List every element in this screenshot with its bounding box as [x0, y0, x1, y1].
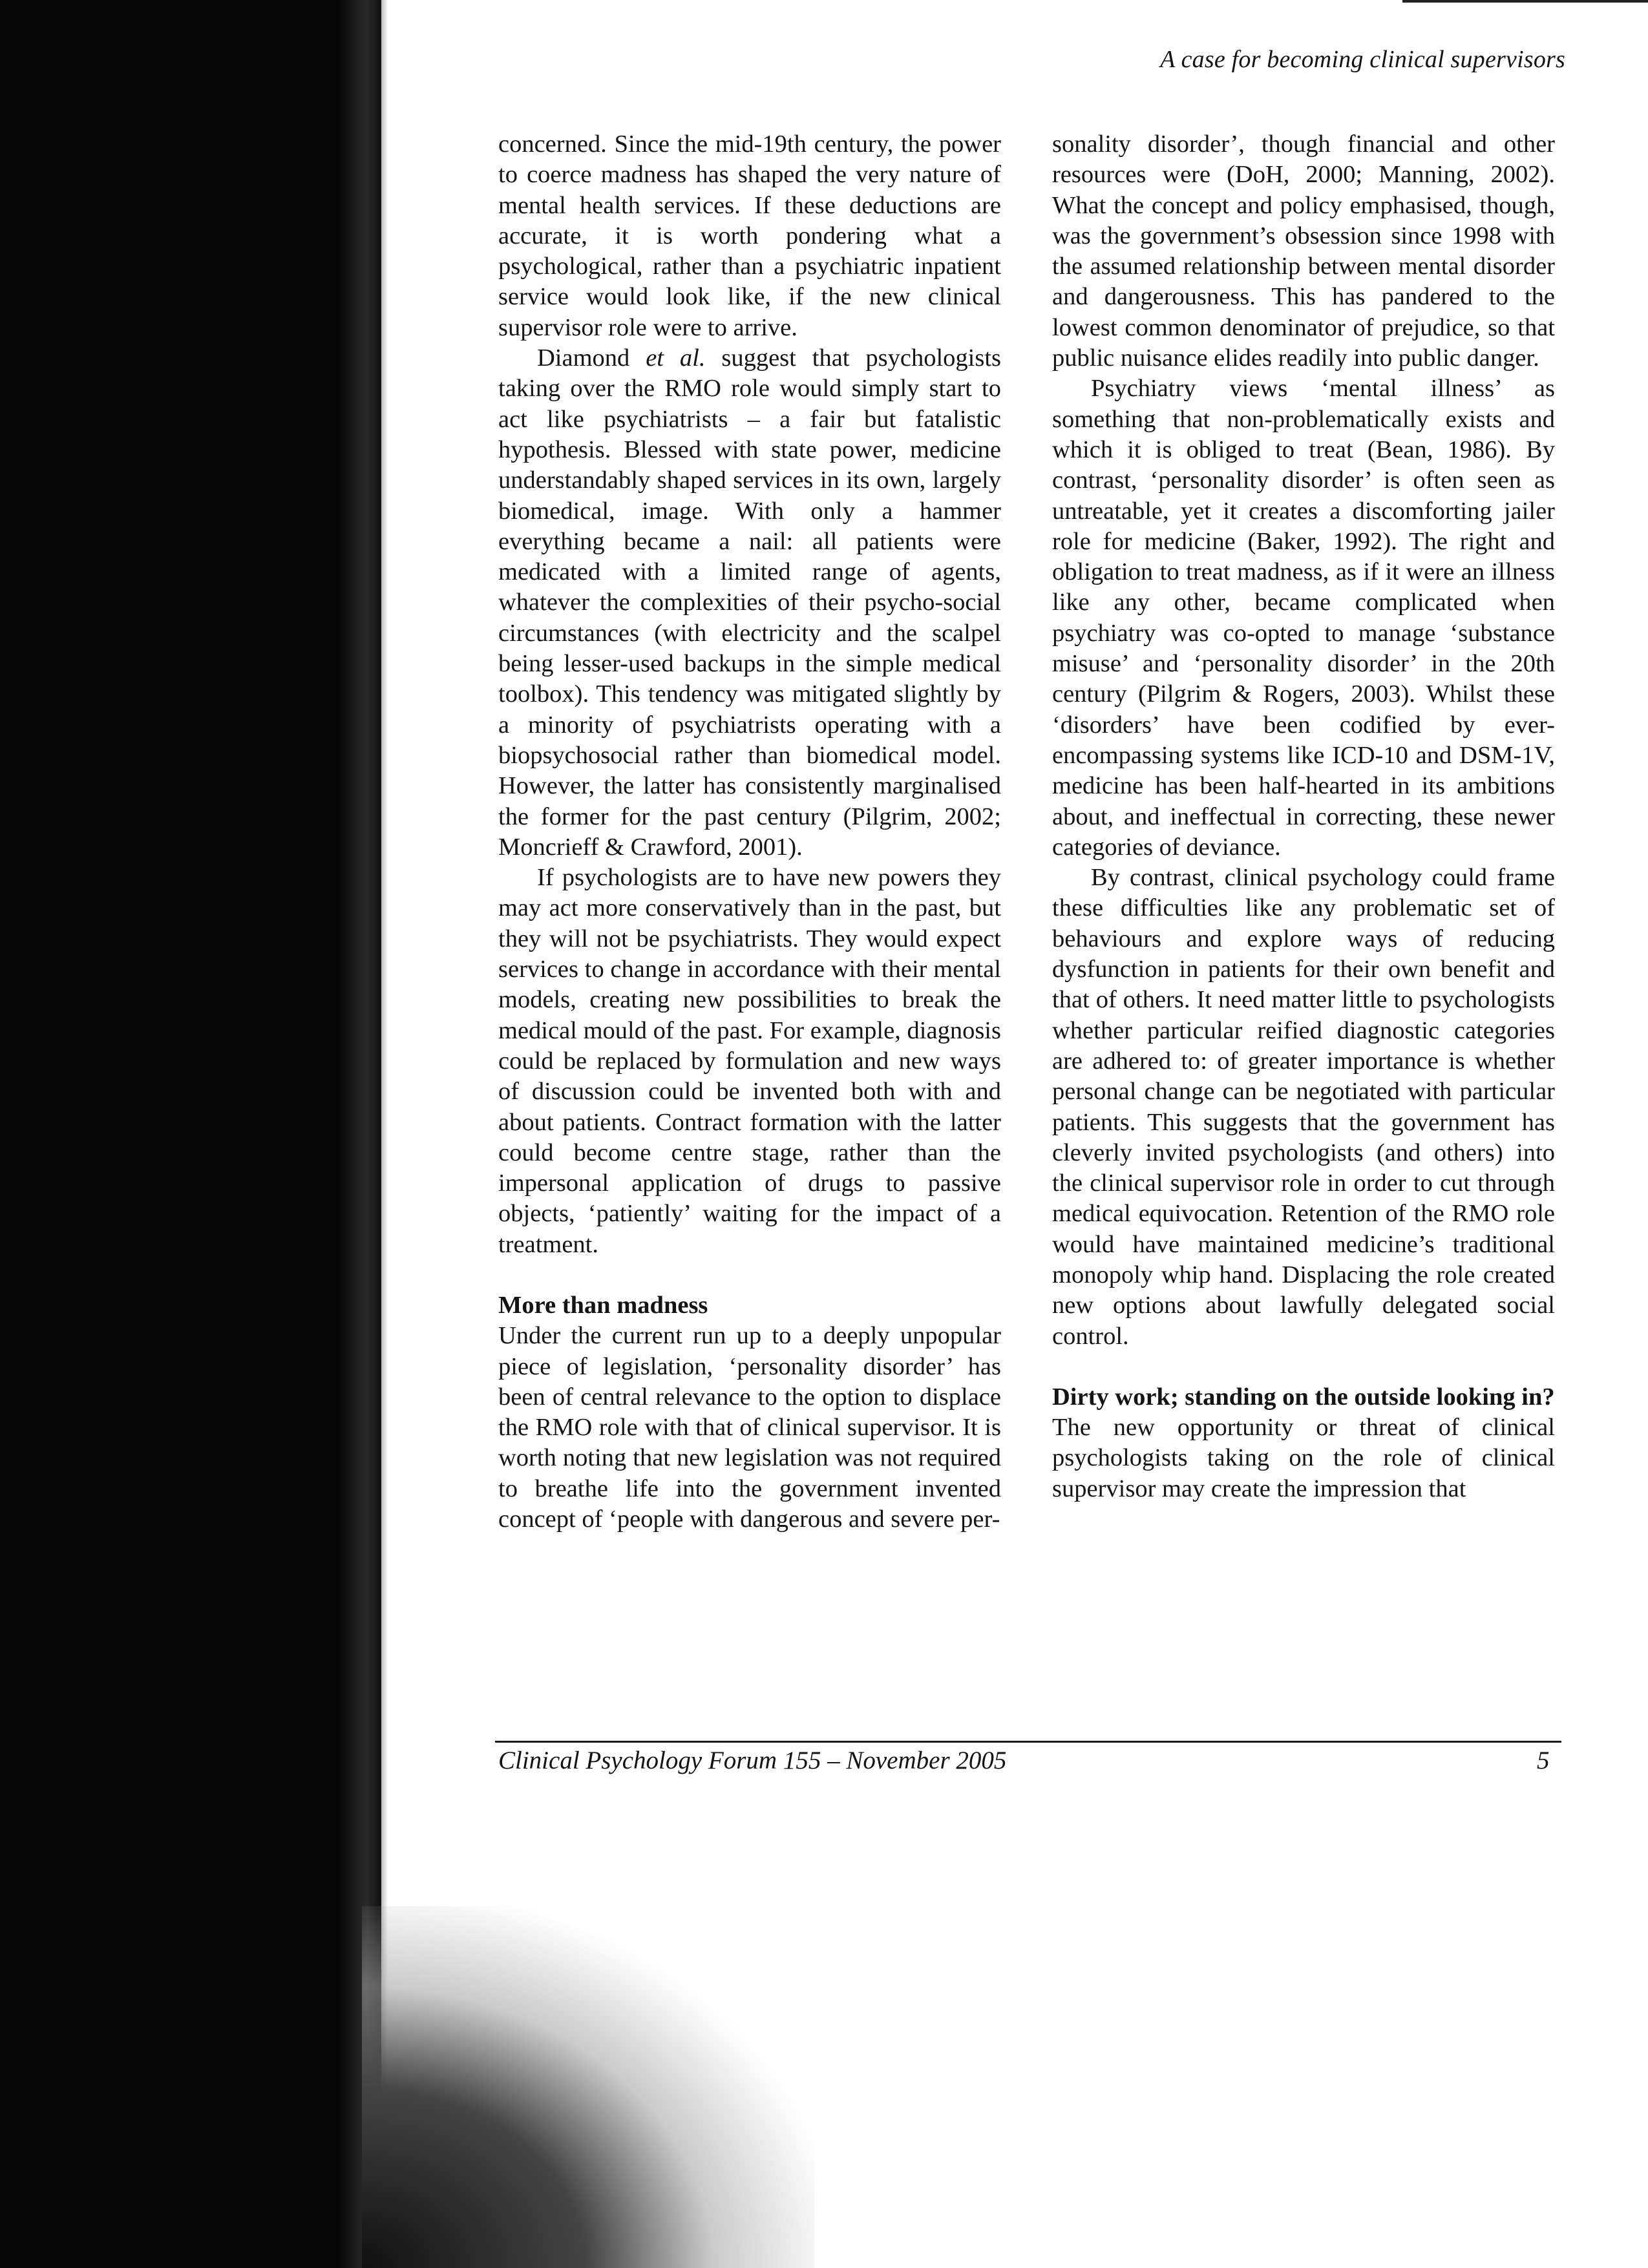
journal-footer: Clinical Psychology Forum 155 – November 2005: [498, 1747, 1007, 1774]
paragraph: The new opportunity or threat of clinical psychologists taking on the role of clinical supervisor may create the impression that: [1052, 1414, 1555, 1502]
page-number: 5: [1537, 1747, 1550, 1774]
paragraph: concerned. Since the mid-19th century, the power to coerce madness has shaped the very nature of mental health services. If these deductions are accurate, it is worth pondering what a psychological, rather than a psychiatric inpatient service would look like, if the new clinical supervisor role were to arrive.: [498, 131, 1001, 341]
scan-top-edge: [1402, 0, 1648, 3]
right-column: [1052, 129, 1555, 1504]
author-name: Diamond: [537, 344, 630, 372]
footer-rule: [495, 1741, 1561, 1743]
paragraph: sonality disorder’, though financial and other resources were (DoH, 2000; Manning, 2002). What the concept and policy emphasised, though, was the government’s obsession since 1998 with the assumed relationship between mental disorder and dangerousness. This has pandered to the lowest common denominator of prejudice, so that public nuisance elides readily into public danger.: [1052, 131, 1555, 372]
section-heading: More than madness: [498, 1291, 708, 1319]
et-al: et al.: [646, 344, 706, 372]
paragraph: By contrast, clinical psychology could frame these difficulties like any problematic set of behaviours and explore ways of reducing dysfunction in patients for their own benefit and that of others. It need matter little to psychologists whether particular reified diagnostic categories are adhered to: of greater importance is whether personal change can be negotiated with particular patients. This suggests that the government has cleverly invited psychologists (and others) into the clinical supervisor role in order to cut through medical equivocation. Retention of the RMO role would have maintained medicine’s traditional monopoly whip hand. Displacing the role created new options about lawfully delegated social control.: [1052, 864, 1555, 1350]
paragraph-text: suggest that psychologists taking over the RMO role would simply start to act like psychiatrists – a fair but fatalistic hypothesis. Blessed with state power, medicine understandably shaped services in its own, largely biomedical, image. With only a hammer everything became a nail: all patients were medicated with a limited range of agents, whatever the complexities of their psycho-social circumstances (with electricity and the scalpel being lesser-used backups in the simple medical toolbox). This tendency was mitigated slightly by a minority of psychiatrists operating with a biopsychosocial rather than biomedical model. However, the latter has consistently marginalised the former for the past century (Pilgrim, 2002; Moncrieff & Crawford, 2001).: [498, 344, 1002, 861]
running-head: A case for becoming clinical supervisors: [1160, 46, 1565, 73]
left-column: [498, 129, 1001, 1535]
scan-shadow-corner: [362, 1906, 814, 2268]
paragraph: If psychologists are to have new powers they may act more conservatively than in the past, but they will not be psychiatrists. They would expect services to change in accordance with their mental models, creating new possibilities to break the medical mould of the past. For example, diagnosis could be replaced by formulation and new ways of discussion could be invented both with and about patients. Contract formation with the latter could become centre stage, rather than the impersonal application of drugs to passive objects, ‘patiently’ waiting for the impact of a treatment.: [498, 864, 1001, 1258]
paragraph: [498, 343, 1001, 863]
paragraph: Under the current run up to a deeply unpopular piece of legislation, ‘personality disorder’ has been of central relevance to the option to displace the RMO role with that of clinical supervisor. It is worth noting that new legislation was not required to breathe life into the government invented concept of ‘people with dangerous and severe per-: [498, 1322, 1001, 1533]
scan-shadow: [0, 0, 381, 2268]
section-heading: Dirty work; standing on the outside looking in?: [1052, 1383, 1555, 1411]
paragraph: Psychiatry views ‘mental illness’ as something that non-problematically exists and which it is obliged to treat (Bean, 1986). By contrast, ‘personality disorder’ is often seen as untreatable, yet it creates a discomforting jailer role for medicine (Baker, 1992). The right and obligation to treat madness, as if it were an illness like any other, became complicated when psychiatry was co-opted to manage ‘substance misuse’ and ‘personality disorder’ in the 20th century (Pilgrim & Rogers, 2003). Whilst these ‘disorders’ have been codified by ever-encompassing systems like ICD-10 and DSM-1V, medicine has been half-hearted in its ambitions about, and ineffectual in correcting, these newer categories of deviance.: [1052, 375, 1555, 861]
